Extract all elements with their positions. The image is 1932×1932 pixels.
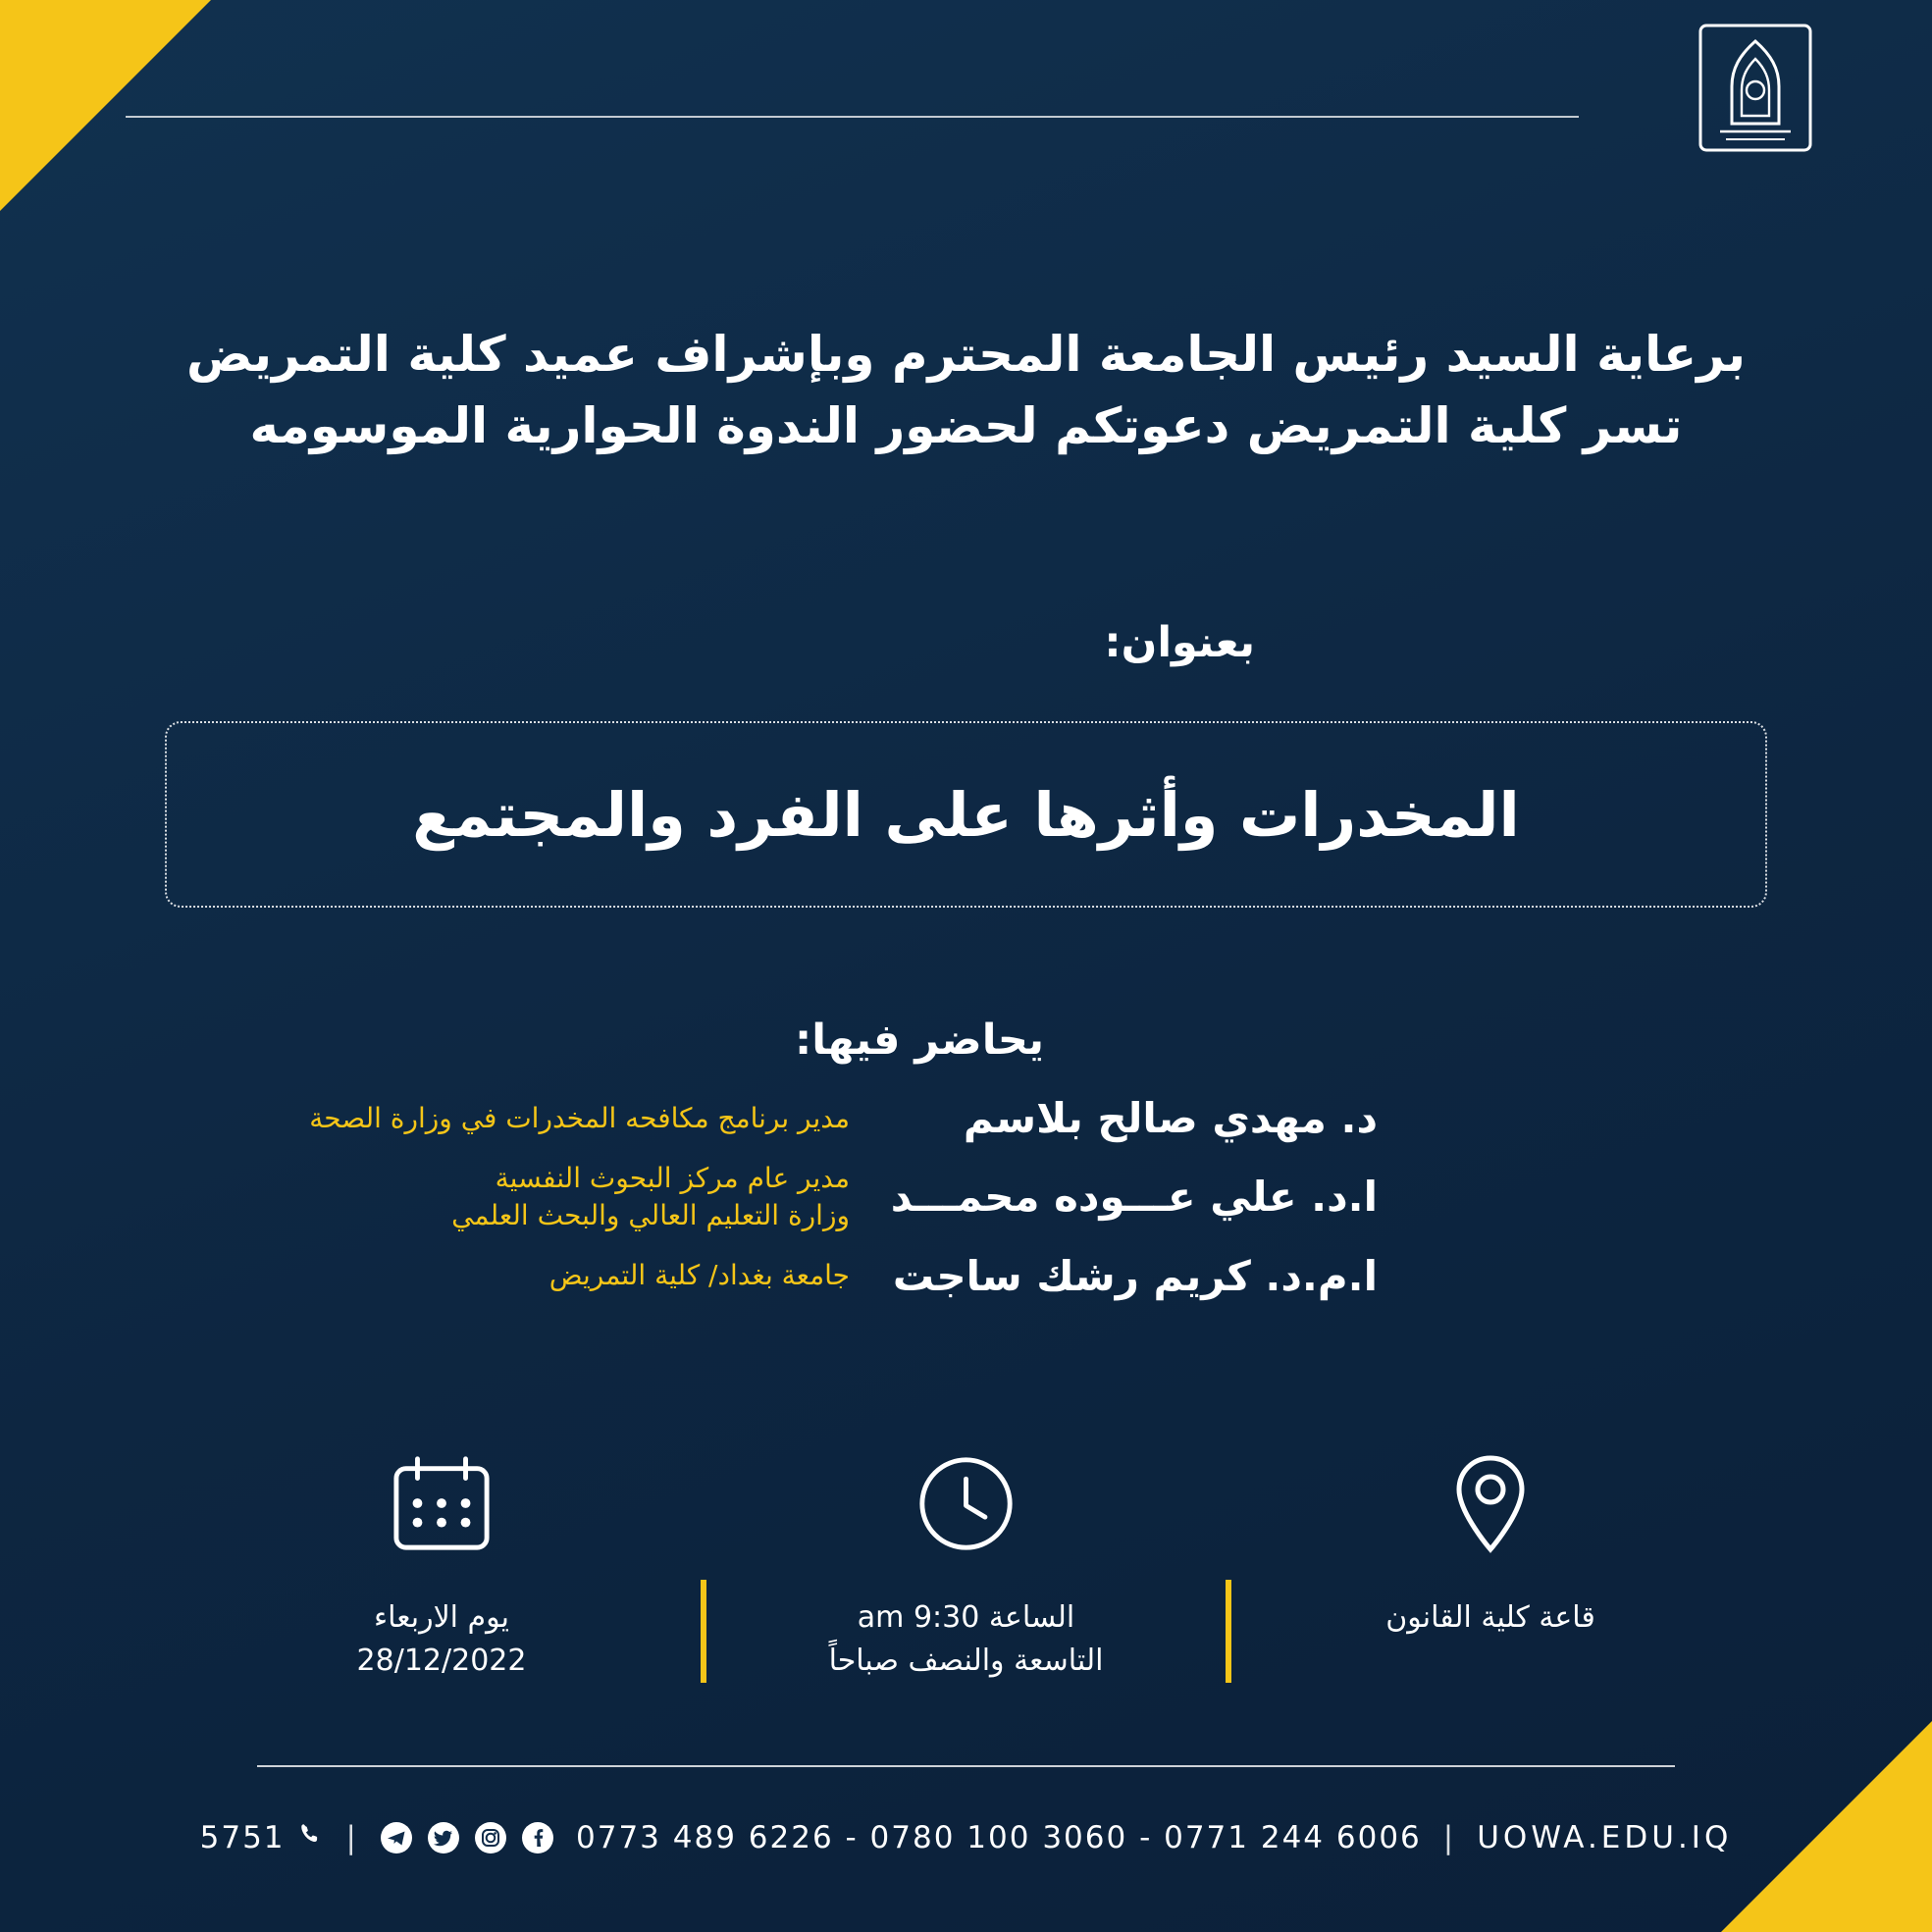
instagram-icon[interactable] (474, 1821, 507, 1854)
speakers-label: يحاضر فيها: (795, 1016, 1044, 1065)
speaker-name: ا.م.د. كريم رشك ساجت (892, 1251, 1378, 1300)
phone-icon (297, 1820, 325, 1855)
info-text-line: الساعة 9:30 am (857, 1600, 1075, 1635)
corner-accent-top-left (0, 0, 211, 211)
speaker-affiliation-line: مدير برنامج مكافحه المخدرات في وزارة الصحة (309, 1101, 850, 1134)
info-separator (1226, 1580, 1231, 1683)
telegram-icon[interactable] (380, 1821, 413, 1854)
speaker-affiliation (147, 1100, 850, 1137)
speaker-row (147, 1252, 1785, 1300)
speaker-affiliation-line: وزارة التعليم العالي والبحث العلمي (451, 1198, 850, 1231)
subtitle-label: بعنوان: (1104, 618, 1255, 667)
info-text-line: يوم الاربعاء (374, 1600, 509, 1635)
seminar-title: المخدرات وأثرها على الفرد والمجتمع (412, 778, 1520, 851)
speaker-affiliation-line: جامعة بغداد/ كلية التمريض (548, 1259, 850, 1292)
footer-divider-glyph: | (1442, 1820, 1456, 1855)
clock-icon (916, 1452, 1017, 1555)
info-text-line: التاسعة والنصف صباحاً (828, 1643, 1104, 1678)
footer-contact-bar (0, 1820, 1932, 1855)
info-text-line: قاعة كلية القانون (1385, 1600, 1595, 1635)
speaker-name: ا.د. علي عـــوده محمـــد (890, 1173, 1378, 1222)
short-number-group[interactable] (200, 1820, 325, 1855)
website-link[interactable]: UOWA.EDU.IQ (1477, 1820, 1733, 1855)
social-icons (380, 1821, 554, 1854)
headline-line-1: برعاية السيد رئيس الجامعة المحترم وبإشراف عميد كلية التمريض (186, 326, 1746, 383)
footer-divider (257, 1765, 1675, 1767)
info-item-time (819, 1452, 1114, 1682)
info-item-location (1343, 1452, 1638, 1640)
speaker-affiliation (147, 1257, 850, 1294)
info-time-text (829, 1596, 1104, 1682)
calendar-icon (389, 1452, 495, 1555)
speaker-affiliation-line: مدير عام مركز البحوث النفسية (495, 1162, 850, 1194)
seminar-title-box (165, 721, 1767, 908)
info-text-line: 28/12/2022 (356, 1643, 527, 1678)
speaker-affiliation (147, 1160, 850, 1234)
speaker-row (147, 1160, 1785, 1234)
headline-line-2: تسر كلية التمريض دعوتكم لحضور الندوة الحوارية الموسومه (249, 396, 1683, 454)
speaker-row (147, 1094, 1785, 1142)
info-item-date (294, 1452, 589, 1682)
short-number: 5751 (199, 1820, 286, 1855)
info-location-text (1385, 1596, 1595, 1640)
info-date-text (357, 1596, 527, 1682)
info-separator (701, 1580, 706, 1683)
twitter-icon[interactable] (427, 1821, 460, 1854)
speaker-name: د. مهدي صالح بلاسم (963, 1094, 1378, 1142)
header-divider (126, 116, 1579, 118)
footer-divider-glyph-2: | (345, 1820, 358, 1855)
facebook-icon[interactable] (521, 1821, 554, 1854)
phone-numbers[interactable]: 0773 489 6226 - 0780 100 3060 - 0771 244 6006 (576, 1820, 1422, 1855)
university-logo (1697, 22, 1814, 154)
location-pin-icon (1451, 1452, 1530, 1555)
headline (78, 319, 1854, 461)
event-info-strip (294, 1452, 1638, 1683)
speakers-list (147, 1094, 1785, 1318)
